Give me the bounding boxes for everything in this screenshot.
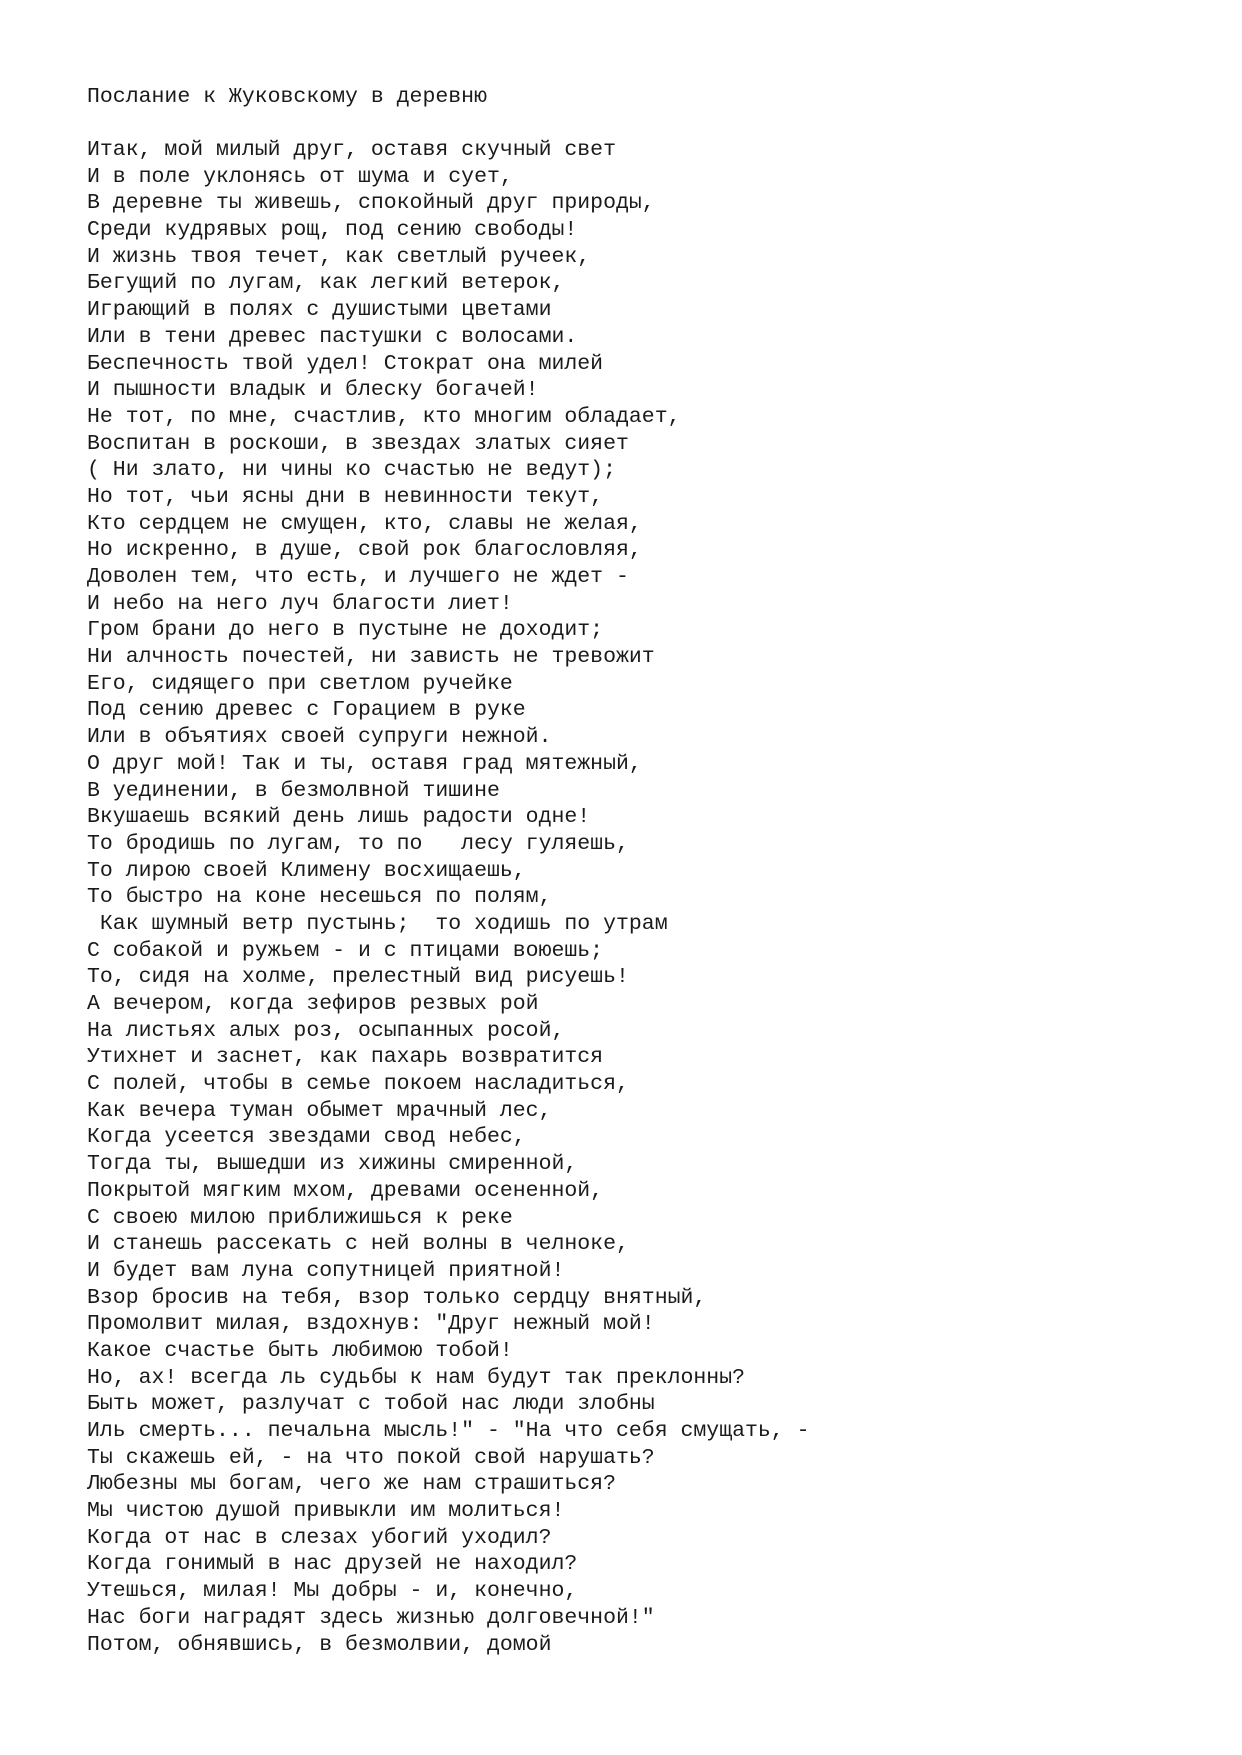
- poem-line: Воспитан в роскоши, в звездах златых сияет: [87, 431, 629, 456]
- poem-line: Бегущий по лугам, как легкий ветерок,: [87, 271, 565, 296]
- poem-line: Но тот, чьи ясны дни в невинности текут,: [87, 484, 604, 509]
- poem-line: Или в объятиях своей супруги нежной.: [87, 725, 552, 750]
- poem-line: Взор бросив на тебя, взор только сердцу внятный,: [87, 1285, 707, 1310]
- poem-line: Ни алчность почестей, ни зависть не тревожит: [87, 645, 655, 670]
- poem-line: Играющий в полях с душистыми цветами: [87, 298, 552, 323]
- poem-line: Или в тени древес пастушки с волосами.: [87, 324, 578, 349]
- poem-line: Быть может, разлучат с тобой нас люди злобны: [87, 1392, 655, 1417]
- poem-line: И жизнь твоя течет, как светлый ручеек,: [87, 244, 591, 269]
- poem-line: То, сидя на холме, прелестный вид рисуешь!: [87, 965, 629, 990]
- poem-body: [87, 137, 810, 1658]
- poem-line: С собакой и ружьем - и с птицами воюешь;: [87, 938, 604, 963]
- poem-line: Беспечность твой удел! Стократ она милей: [87, 351, 604, 376]
- poem-line: И будет вам луна сопутницей приятной!: [87, 1258, 565, 1283]
- poem-line: То лирою своей Климену восхищаешь,: [87, 858, 526, 883]
- poem-line: ( Ни злато, ни чины ко счастью не ведут);: [87, 458, 616, 483]
- poem-line: Какое счастье быть любимою тобой!: [87, 1338, 513, 1363]
- poem-line: Утихнет и заснет, как пахарь возвратится: [87, 1045, 604, 1070]
- poem-line: Потом, обнявшись, в безмолвии, домой: [87, 1632, 552, 1657]
- poem-line: С полей, чтобы в семье покоем насладиться,: [87, 1072, 629, 1097]
- poem-line: То быстро на коне несешься по полям,: [87, 885, 552, 910]
- poem-line: Когда от нас в слезах убогий уходил?: [87, 1525, 552, 1550]
- poem-line: Ты скажешь ей, - на что покой свой нарушать?: [87, 1445, 655, 1470]
- poem-line: Под сению древес с Горацием в руке: [87, 698, 526, 723]
- poem-line: Мы чистою душой привыкли им молиться!: [87, 1499, 565, 1524]
- poem-line: Тогда ты, вышедши из хижины смиренной,: [87, 1152, 578, 1177]
- poem-line: Его, сидящего при светлом ручейке: [87, 671, 513, 696]
- poem-line: Среди кудрявых рощ, под сению свободы!: [87, 218, 578, 243]
- poem-line: Когда гонимый в нас друзей не находил?: [87, 1552, 578, 1577]
- poem-line: Итак, мой милый друг, оставя скучный свет: [87, 138, 616, 162]
- poem-line: И станешь рассекать с ней волны в челноке,: [87, 1232, 629, 1257]
- poem-line: Нас боги наградят здесь жизнью долговечной!": [87, 1605, 655, 1630]
- poem-line: Утешься, милая! Мы добры - и, конечно,: [87, 1579, 578, 1604]
- poem-line: И в поле уклонясь от шума и сует,: [87, 164, 513, 189]
- poem-line: Вкушаешь всякий день лишь радости одне!: [87, 805, 591, 830]
- poem-line: Как вечера туман обымет мрачный лес,: [87, 1098, 552, 1123]
- poem-line: С своею милою приближишься к реке: [87, 1205, 513, 1230]
- poem-line: Но искренно, в душе, свой рок благословляя,: [87, 538, 642, 563]
- poem-line: Гром брани до него в пустыне не доходит;: [87, 618, 604, 643]
- poem-line: Как шумный ветр пустынь; то ходишь по утрам: [87, 911, 668, 936]
- poem-line: И небо на него луч благости лиет!: [87, 591, 513, 616]
- poem-line: Но, ах! всегда ль судьбы к нам будут так преклонны?: [87, 1365, 746, 1390]
- poem-line: Покрытой мягким мхом, древами осененной,: [87, 1178, 604, 1203]
- poem-line: В деревне ты живешь, спокойный друг природы,: [87, 191, 655, 216]
- poem-line: В уединении, в безмолвной тишине: [87, 778, 500, 803]
- poem-line: Иль смерть... печальна мысль!" - "На что себя смущать, -: [87, 1419, 810, 1443]
- poem-line: Кто сердцем не смущен, кто, славы не желая,: [87, 511, 642, 536]
- poem-line: И пышности владык и блеску богачей!: [87, 378, 539, 403]
- poem-line: Любезны мы богам, чего же нам страшиться?: [87, 1472, 616, 1497]
- poem-line: Не тот, по мне, счастлив, кто многим обладает,: [87, 404, 681, 429]
- poem-title: Послание к Жуковскому в деревню: [87, 85, 487, 109]
- poem-line: О друг мой! Так и ты, оставя град мятежный,: [87, 751, 642, 776]
- poem-line: Когда усеется звездами свод небес,: [87, 1125, 526, 1150]
- poem-line: А вечером, когда зефиров резвых рой: [87, 992, 539, 1016]
- poem-line: Доволен тем, что есть, и лучшего не ждет -: [87, 565, 629, 589]
- poem-line: То бродишь по лугам, то по лесу гуляешь,: [87, 831, 629, 856]
- poem-line: На листьях алых роз, осыпанных росой,: [87, 1018, 565, 1043]
- poem-line: Промолвит милая, вздохнув: "Друг нежный мой!: [87, 1312, 655, 1337]
